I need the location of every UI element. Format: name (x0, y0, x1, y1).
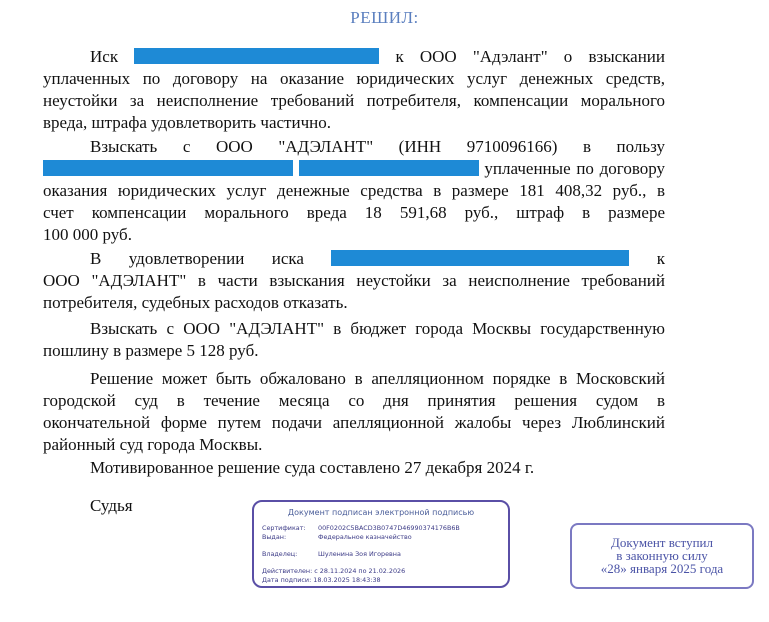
effective-line: в законную силу (616, 548, 708, 563)
text-line: счет компенсации морального вреда 18 591,68 руб., штраф в размере (43, 203, 665, 222)
text-line: Решение может быть обжаловано в апелляционном порядке в Московский (90, 369, 665, 388)
stamp-title: Документ подписан электронной подписью (287, 508, 475, 517)
paragraph-rejection (43, 248, 665, 314)
decision-heading: РЕШИЛ: (350, 8, 419, 27)
paragraph-state-fee (43, 318, 665, 362)
effective-date: «28» января 2025 года (600, 561, 724, 576)
text-line: окончательной форме путем подачи апелляционной жалобы через Люблинский (43, 413, 665, 432)
stamp-value: Федеральное казначейство (318, 533, 412, 541)
text: к ООО "Адэлант" о взыскании (395, 47, 666, 66)
stamp-value: Шуленина Зоя Игоревна (318, 550, 401, 558)
text-line: пошлину в размере 5 128 руб. (43, 341, 259, 360)
text-line: оказания юридических услуг денежные средства в размере 181 408,32 руб., в (43, 181, 665, 200)
redaction-block (331, 250, 629, 266)
effective-line: Документ вступил (611, 535, 713, 550)
text-line: городской суд в течение месяца со дня принятия решения судом в (43, 391, 665, 410)
text-line: неустойки за неисполнение требований потребителя, компенсации морального (43, 91, 665, 110)
redaction-block (43, 160, 293, 176)
text: Иск (90, 47, 119, 66)
text-line: Взыскать с ООО "АДЭЛАНТ" (ИНН 9710096166) в пользу (90, 137, 665, 156)
text-line: 100 000 руб. (43, 225, 132, 244)
electronic-signature-stamp (252, 500, 510, 588)
text: уплаченные по договору (484, 159, 665, 178)
redaction-block (134, 48, 379, 64)
stamp-key: Сертификат: (262, 524, 306, 532)
stamp-issued-by (262, 533, 412, 541)
entered-into-force-stamp (570, 523, 754, 589)
paragraph-claim (43, 46, 665, 134)
paragraph-award (43, 136, 665, 246)
stamp-value: 00F0202C5BACD3B0747D46990374176B6B (318, 524, 460, 532)
stamp-certificate (262, 524, 460, 532)
judge-label: Судья (90, 496, 133, 515)
text-line: потребителя, судебных расходов отказать. (43, 293, 348, 312)
redaction-block (299, 160, 479, 176)
text: В удовлетворении иска (90, 249, 304, 268)
stamp-signing-date: Дата подписи: 18.03.2025 18:43:38 (262, 576, 381, 584)
text-line: Мотивированное решение суда составлено 27 декабря 2024 г. (90, 458, 535, 477)
stamp-key: Владелец: (262, 550, 298, 558)
paragraph-appeal (43, 368, 665, 456)
text-line: районный суд города Москвы. (43, 435, 263, 454)
text-line: ООО "АДЭЛАНТ" в части взыскания неустойки за неисполнение требований (43, 271, 665, 290)
paragraph-reasoned-decision (43, 457, 665, 479)
stamp-owner (262, 550, 401, 558)
text-line: уплаченных по договору на оказание юридических услуг денежных средств, (43, 69, 665, 88)
stamp-validity: Действителен: с 28.11.2024 по 21.02.2026 (262, 567, 406, 575)
text-line: вреда, штрафа удовлетворить частично. (43, 113, 331, 132)
text: к (656, 249, 666, 268)
stamp-key: Выдан: (262, 533, 287, 541)
text-line: Взыскать с ООО "АДЭЛАНТ" в бюджет города Москвы государственную (90, 319, 665, 338)
